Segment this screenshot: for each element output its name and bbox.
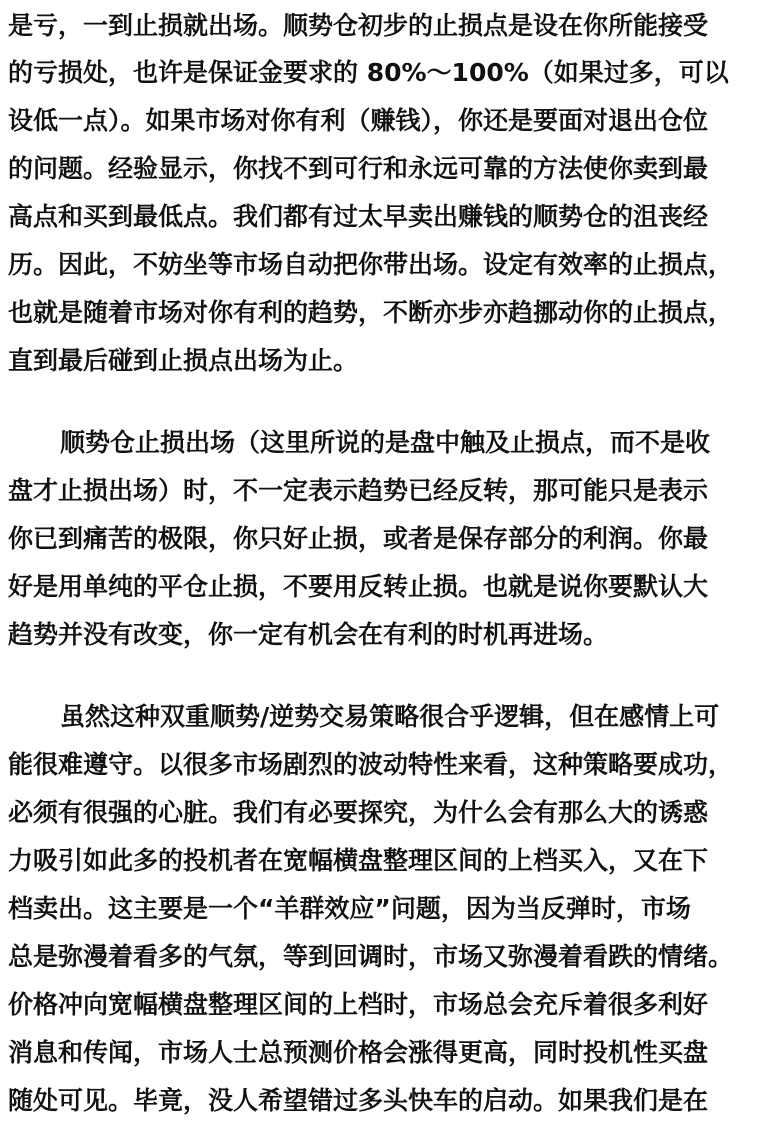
text-line: 总是弥漫着看多的气氛，等到回调时，市场又弥漫着看跌的情绪。 bbox=[8, 942, 734, 971]
text-line: 好是用单纯的平仓止损，不要用反转止损。也就是说你要默认大 bbox=[8, 572, 709, 601]
text-line: 价格冲向宽幅横盘整理区间的上档时，市场总会充斥着很多利好 bbox=[8, 990, 709, 1019]
text-line: 力吸引如此多的投机者在宽幅横盘整理区间的上档买入，又在下 bbox=[8, 846, 709, 875]
text-line: 高点和买到最低点。我们都有过太早卖出赚钱的顺势仓的沮丧经 bbox=[8, 202, 709, 231]
text-line: 消息和传闻，市场人士总预测价格会涨得更高，同时投机性买盘 bbox=[8, 1038, 709, 1067]
text-line: 是亏，一到止损就出场。顺势仓初步的止损点是设在你所能接受 bbox=[8, 11, 709, 40]
text-line: 必须有很强的心脏。我们有必要探究，为什么会有那么大的诱惑 bbox=[8, 798, 709, 827]
text-line: 的亏损处，也许是保证金要求的 80%～100%（如果过多，可以 bbox=[8, 58, 729, 87]
text-line: 你已到痛苦的极限，你只好止损，或者是保存部分的利润。你最 bbox=[8, 524, 709, 553]
text-line: 的问题。经验显示，你找不到可行和永远可靠的方法使你卖到最 bbox=[8, 154, 709, 183]
text-line: 顺势仓止损出场（这里所说的是盘中触及止损点，而不是收 bbox=[60, 428, 711, 457]
text-line: 历。因此，不妨坐等市场自动把你带出场。设定有效率的止损点， bbox=[8, 250, 734, 279]
text-line: 直到最后碰到止损点出场为止。 bbox=[8, 346, 359, 375]
text-line: 随处可见。毕竟，没人希望错过多头快车的启动。如果我们是在 bbox=[8, 1086, 709, 1115]
text-line: 设低一点）。如果市场对你有利（赚钱），你还是要面对退出仓位 bbox=[8, 106, 709, 135]
text-line: 档卖出。这主要是一个“羊群效应”问题，因为当反弹时，市场 bbox=[8, 894, 691, 923]
text-line: 趋势并没有改变，你一定有机会在有利的时机再进场。 bbox=[8, 620, 609, 649]
text-line: 能很难遵守。以很多市场剧烈的波动特性来看，这种策略要成功， bbox=[8, 750, 734, 779]
text-line: 盘才止损出场）时，不一定表示趋势已经反转，那可能只是表示 bbox=[8, 476, 709, 505]
text-line: 虽然这种双重顺势/逆势交易策略很合乎逻辑，但在感情上可 bbox=[60, 702, 720, 731]
text-line: 也就是随着市场对你有利的趋势，不断亦步亦趋挪动你的止损点， bbox=[8, 298, 734, 327]
